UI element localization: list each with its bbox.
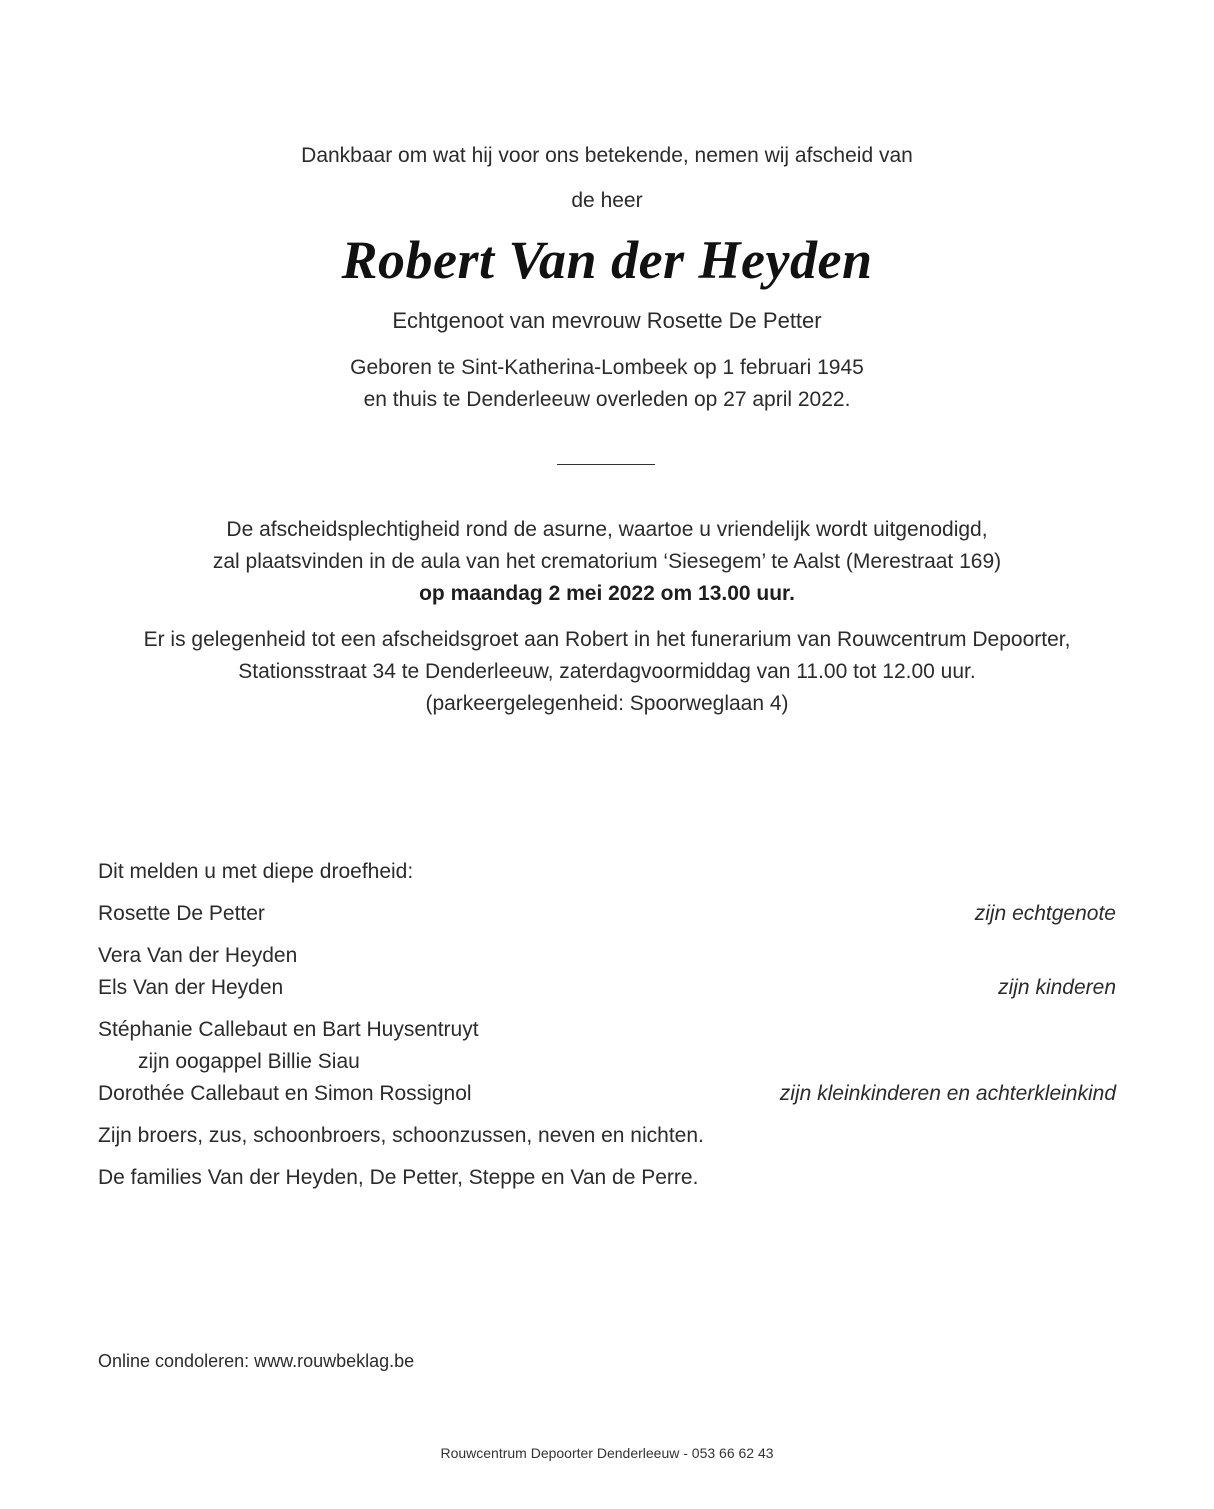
ceremony-details: [0, 514, 1214, 610]
online-condolence-link[interactable]: Online condoleren: www.rouwbeklag.be: [98, 1351, 415, 1371]
ceremony-line-1: De afscheidsplechtigheid rond de asurne, waartoe u vriendelijk wordt uitgenodigd,: [226, 518, 988, 541]
mourners-intro: Dit melden u met diepe droefheid:: [98, 860, 414, 883]
birth-death-details: [0, 352, 1214, 416]
mourner-name: Dorothée Callebaut en Simon Rossignol: [98, 1082, 472, 1105]
relation-label: zijn kinderen: [998, 976, 1116, 999]
title-prefix: de heer: [571, 189, 643, 212]
extended-family: Zijn broers, zus, schoonbroers, schoonzussen, neven en nichten.: [98, 1124, 704, 1147]
ceremony-line-2: zal plaatsvinden in de aula van het crematorium ‘Siesegem’ te Aalst (Merestraat 169): [212, 550, 1002, 573]
visit-line-2: Stationsstraat 34 te Denderleeuw, zaterdagvoormiddag van 11.00 tot 12.00 uur.: [238, 660, 976, 683]
spouse-line: Echtgenoot van mevrouw Rosette De Petter: [392, 308, 822, 333]
families: De families Van der Heyden, De Petter, Steppe en Van de Perre.: [98, 1166, 699, 1189]
intro-text: Dankbaar om wat hij voor ons betekende, nemen wij afscheid van: [301, 144, 913, 167]
visitation-details: [0, 624, 1214, 720]
mourner-name: Vera Van der Heyden: [98, 944, 298, 967]
visit-line-3: (parkeergelegenheid: Spoorweglaan 4): [425, 692, 789, 715]
visit-line-1: Er is gelegenheid tot een afscheidsgroet aan Robert in het funerarium van Rouwcentrum Depoorter,: [143, 628, 1071, 651]
mourner-group-children: [98, 940, 1116, 1004]
mourner-group-spouse: [98, 898, 1116, 930]
relation-label: zijn echtgenote: [974, 902, 1116, 925]
mourner-name: zijn oogappel Billie Siau: [138, 1050, 360, 1073]
divider: [557, 464, 655, 465]
footer-funeral-home: Rouwcentrum Depoorter Denderleeuw - 053 66 62 43: [440, 1445, 774, 1461]
mourners-list: [98, 856, 1116, 1204]
mourner-name: Rosette De Petter: [98, 902, 265, 925]
mourner-name: Stéphanie Callebaut en Bart Huysentruyt: [98, 1018, 479, 1041]
mourner-group-grandchildren: [98, 1014, 1116, 1110]
deceased-name: Robert Van der Heyden: [341, 230, 873, 290]
death-line: en thuis te Denderleeuw overleden op 27 april 2022.: [363, 388, 851, 411]
birth-line: Geboren te Sint-Katherina-Lombeek op 1 februari 1945: [350, 356, 864, 379]
ceremony-date: op maandag 2 mei 2022 om 13.00 uur.: [419, 582, 795, 605]
relation-label: zijn kleinkinderen en achterkleinkind: [779, 1082, 1116, 1105]
mourner-name: Els Van der Heyden: [98, 976, 284, 999]
